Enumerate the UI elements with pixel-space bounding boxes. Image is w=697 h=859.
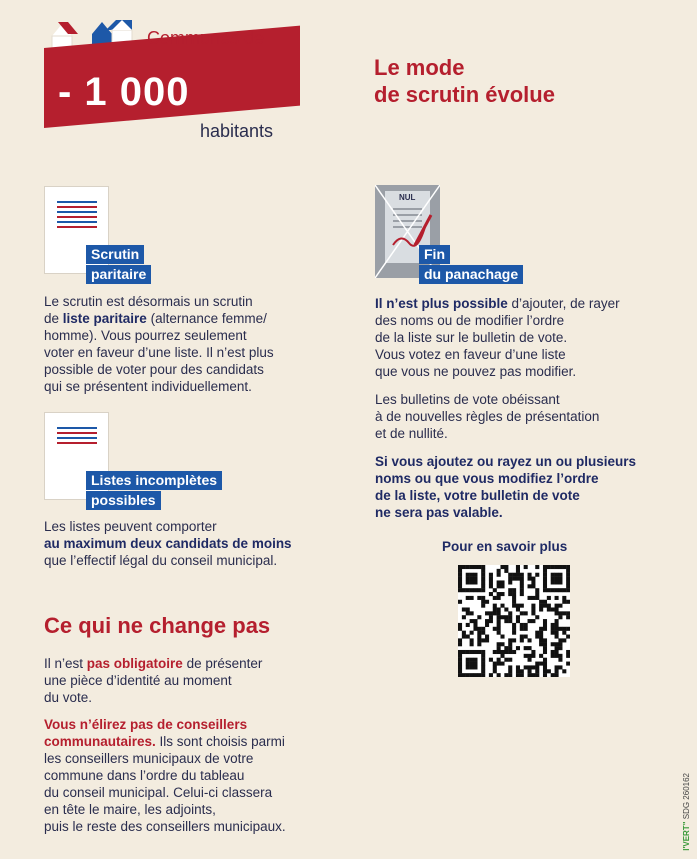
text-line: une pièce d’identité au moment <box>44 673 232 688</box>
panachage-text-2 <box>375 391 675 442</box>
text-line: ne sera pas valable. <box>375 505 503 520</box>
header-pre-text: Communes de <box>147 28 265 48</box>
unchanged-text-2 <box>44 716 364 835</box>
title-line-2: de scrutin évolue <box>374 82 555 107</box>
text-line: noms ou que vous modifiez l’ordre <box>375 471 599 486</box>
header-number: - 1 000 <box>58 70 190 114</box>
text-line: du conseil municipal. Celui-ci classera <box>44 785 273 800</box>
tag-line-2: paritaire <box>86 265 151 284</box>
text-line: à de nouvelles règles de présentation <box>375 409 600 424</box>
text-span: (alternance femme/ <box>146 311 267 326</box>
more-info-label: Pour en savoir plus <box>442 539 568 554</box>
text-line: du vote. <box>44 690 93 705</box>
tag-line-2: du panachage <box>419 265 523 284</box>
text-line: Si vous ajoutez ou rayez un ou plusieurs <box>375 454 637 469</box>
text-bold: au maximum deux candidats de moins <box>44 536 292 551</box>
text-line: Les listes peuvent comporter <box>44 519 217 534</box>
unchanged-text-1 <box>44 655 344 706</box>
tag-line-2: possibles <box>86 491 161 510</box>
text-line: commune dans l’ordre du tableau <box>44 768 245 783</box>
text-line: Le scrutin est désormais un scrutin <box>44 294 253 309</box>
text-line <box>44 716 364 733</box>
tag-scrutin-paritaire <box>86 245 151 284</box>
text-line: que vous ne pouvez pas modifier. <box>375 364 577 379</box>
text-line: puis le reste des conseillers municipaux. <box>44 819 286 834</box>
text-line <box>375 295 675 312</box>
text-span: Ils sont choisis parmi <box>155 734 285 749</box>
qr-code-icon[interactable] <box>458 565 570 677</box>
side-green-text: l'VERT" <box>682 821 691 851</box>
text-line <box>44 535 344 552</box>
text-line <box>44 655 344 672</box>
listes-text <box>44 518 344 569</box>
text-bold: pas obligatoire <box>86 656 183 671</box>
text-bold: Vous n’élirez pas de conseillers <box>44 717 248 732</box>
text-line <box>44 733 364 750</box>
text-line: des noms ou de modifier l’ordre <box>375 313 565 328</box>
print-reference <box>682 773 691 851</box>
scrutin-text <box>44 293 334 395</box>
tag-line-1: Scrutin <box>86 245 144 264</box>
text-bold: Il n’est plus possible <box>375 296 508 311</box>
text-line: et de nullité. <box>375 426 448 441</box>
text-line: en tête le maire, les adjoints, <box>44 802 216 817</box>
text-line: les conseillers municipaux de votre <box>44 751 254 766</box>
nul-label: NUL <box>399 193 416 202</box>
title-line-1: Le mode <box>374 55 465 80</box>
text-span: de <box>44 311 63 326</box>
text-line: voter en faveur d’une liste. Il n’est plus <box>44 345 274 360</box>
text-line: de la liste, votre bulletin de vote <box>375 488 580 503</box>
text-line: de la liste sur le bulletin de vote. <box>375 330 568 345</box>
text-line: Les bulletins de vote obéissant <box>375 392 560 407</box>
panachage-text-3 <box>375 453 675 521</box>
text-line: homme). Vous pourrez seulement <box>44 328 247 343</box>
page-title <box>374 54 555 108</box>
section-title-unchanged: Ce qui ne change pas <box>44 613 271 638</box>
tag-line-1: Fin <box>419 245 450 264</box>
text-line <box>44 310 334 327</box>
text-span: Il n’est <box>44 656 87 671</box>
text-span: de présenter <box>182 656 263 671</box>
text-line: que l’effectif légal du conseil municipal. <box>44 553 278 568</box>
side-code-text: SDG 260162 <box>682 773 691 820</box>
text-line: Vous votez en faveur d’une liste <box>375 347 566 362</box>
tag-fin-panachage <box>419 245 523 284</box>
text-bold: communautaires. <box>44 734 156 749</box>
tag-line-1: Listes incomplètes <box>86 471 222 490</box>
text-span: d’ajouter, de rayer <box>507 296 620 311</box>
header-post-text: habitants <box>200 121 274 141</box>
tag-listes-incompletes <box>86 471 222 510</box>
text-line: qui se présentent individuellement. <box>44 379 252 394</box>
text-bold: liste paritaire <box>62 311 147 326</box>
text-line: possible de voter pour des candidats <box>44 362 264 377</box>
panachage-text-1 <box>375 295 675 380</box>
